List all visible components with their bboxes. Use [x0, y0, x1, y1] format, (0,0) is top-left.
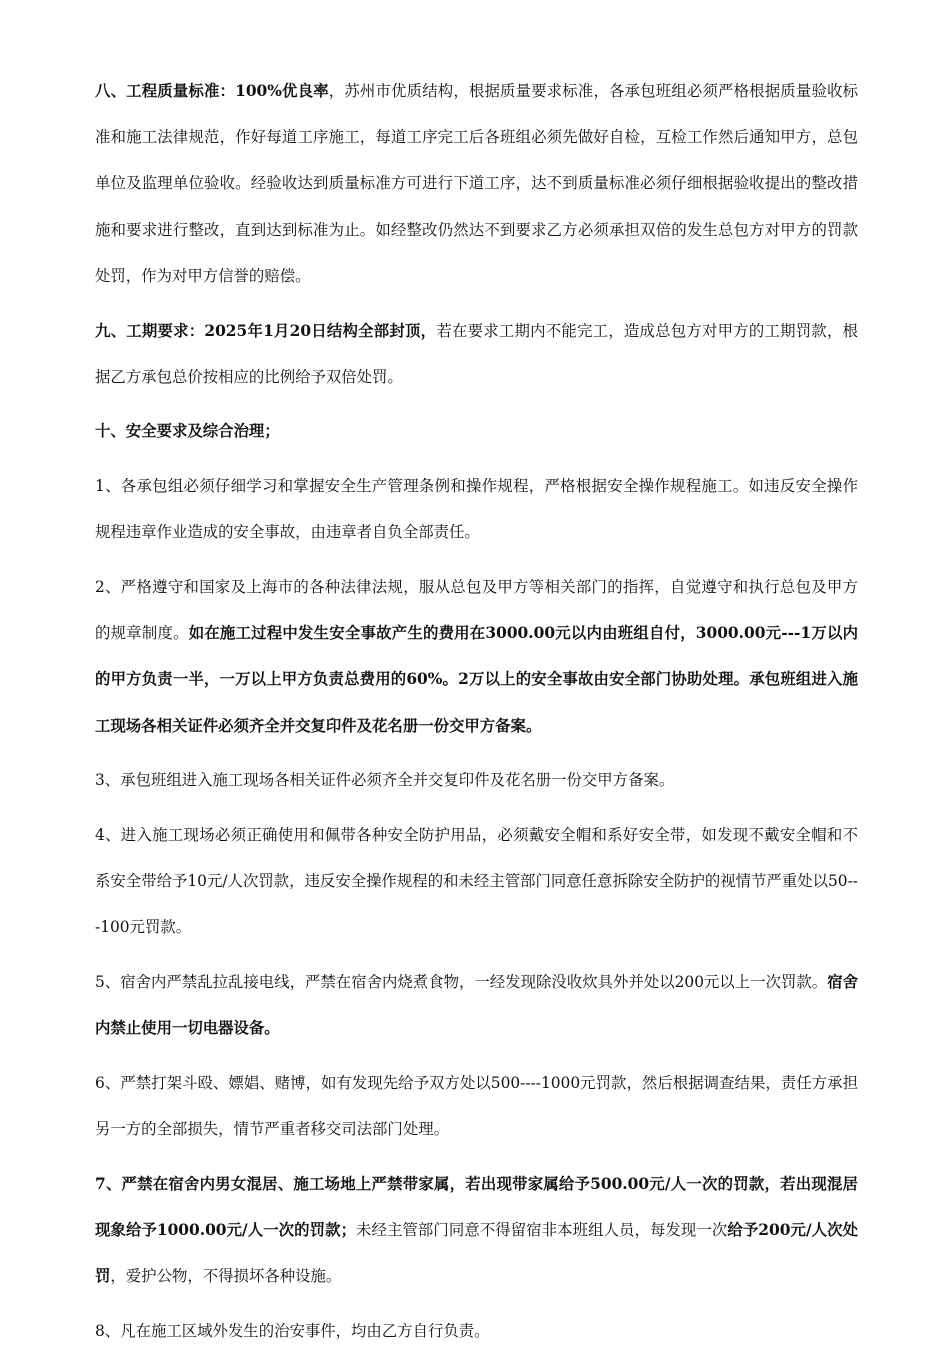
clause-1 [95, 463, 858, 555]
clause-4 [95, 812, 858, 951]
section-8-body: ，苏州市优质结构，根据质量要求标准，各承包班组必须严格根据质量验收标准和施工法律规范，作好每道工序施工，每道工序完工后各班组必须先做好自检，互检工作然后通知甲方，总包单位及监理单位验收。经验收达到质量标准方可进行下道工序，达不到质量标准必须仔细根据验收提出的整改措施和要求进行整改，直到达到标准为止。如经整改仍然达不到要求乙方必须承担双倍的发生总包方对甲方的罚款处罚，作为对甲方信誉的赔偿。 [95, 82, 858, 285]
clause-7-bold-text-1: 7、严禁在宿舍内男女混居、施工场地上严禁带家属，若出现带家属给予500.00元/人一次的罚款，若出现混居现象给予1000.00元/人一次的罚款； [95, 1174, 858, 1240]
section-9-schedule [95, 308, 858, 400]
section-9-body: 若在要求工期内不能完工，造成总包方对甲方的工期罚款，根据乙方承包总价按相应的比例给予双倍处罚。 [95, 321, 858, 386]
clause-7-text-1: 未经主管部门同意不得留宿非本班组人员，每发现一次 [355, 1221, 728, 1240]
clause-2-text: 2、严格遵守和国家及上海市的各种法律法规，服从总包及甲方等相关部门的指挥，自觉遵守和执行总包及甲方的规章制度。 [95, 578, 858, 643]
clause-3 [95, 757, 858, 803]
clause-2 [95, 564, 858, 749]
section-10-heading [95, 408, 858, 454]
clause-8-text: 8、凡在施工区域外发生的治安事件，均由乙方自行负责。 [95, 1322, 490, 1341]
clause-1-text: 1、各承包组必须仔细学习和掌握安全生产管理条例和操作规程，严格根据安全操作规程施工。如违反安全操作规程违章作业造成的安全事故，由违章者自负全部责任。 [95, 477, 858, 542]
clause-5 [95, 959, 858, 1051]
clause-5-bold-text: 宿舍内禁止使用一切电器设备。 [95, 973, 858, 1038]
section-10-title: 十、安全要求及综合治理； [95, 422, 280, 441]
clause-7-text-2: ，爱护公物，不得损坏各种设施。 [110, 1267, 342, 1286]
clause-6 [95, 1060, 858, 1152]
clause-3-text: 3、承包班组进入施工现场各相关证件必须齐全并交复印件及花名册一份交甲方备案。 [95, 771, 675, 790]
clause-6-text: 6、严禁打架斗殴、嫖娼、赌博，如有发现先给予双方处以500----1000元罚款，然后根据调查结果，责任方承担另一方的全部损失，情节严重者移交司法部门处理。 [95, 1074, 858, 1139]
section-8-quality-standard [95, 68, 858, 299]
clause-4-text: 4、进入施工现场必须正确使用和佩带各种安全防护用品，必须戴安全帽和系好安全带，如发现不戴安全帽和不系安全带给予10元/人次罚款，违反安全操作规程的和未经主管部门同意任意拆除安全防护的视情节严重处以50---100元罚款。 [95, 826, 858, 937]
clause-5-text: 5、宿舍内严禁乱拉乱接电线，严禁在宿舍内烧煮食物，一经发现除没收炊具外并处以200元以上一次罚款。 [95, 973, 828, 992]
section-9-heading: 九、工期要求：2025年1月20日结构全部封顶， [95, 321, 437, 340]
clause-7-bold-text-2: 给予200元/人次处罚 [95, 1221, 858, 1286]
clause-8 [95, 1308, 858, 1354]
clause-2-bold-text: 如在施工过程中发生安全事故产生的费用在3000.00元以内由班组自付，3000.00元---1万以内的甲方负责一半，一万以上甲方负责总费用的60%。2万以上的安全事故由安全部门协助处理。承包班组进入施工现场各相关证件必须齐全并交复印件及花名册一份交甲方备案。 [95, 624, 858, 735]
clause-7 [95, 1161, 858, 1300]
section-8-heading: 八、工程质量标准：100%优良率 [95, 82, 329, 100]
